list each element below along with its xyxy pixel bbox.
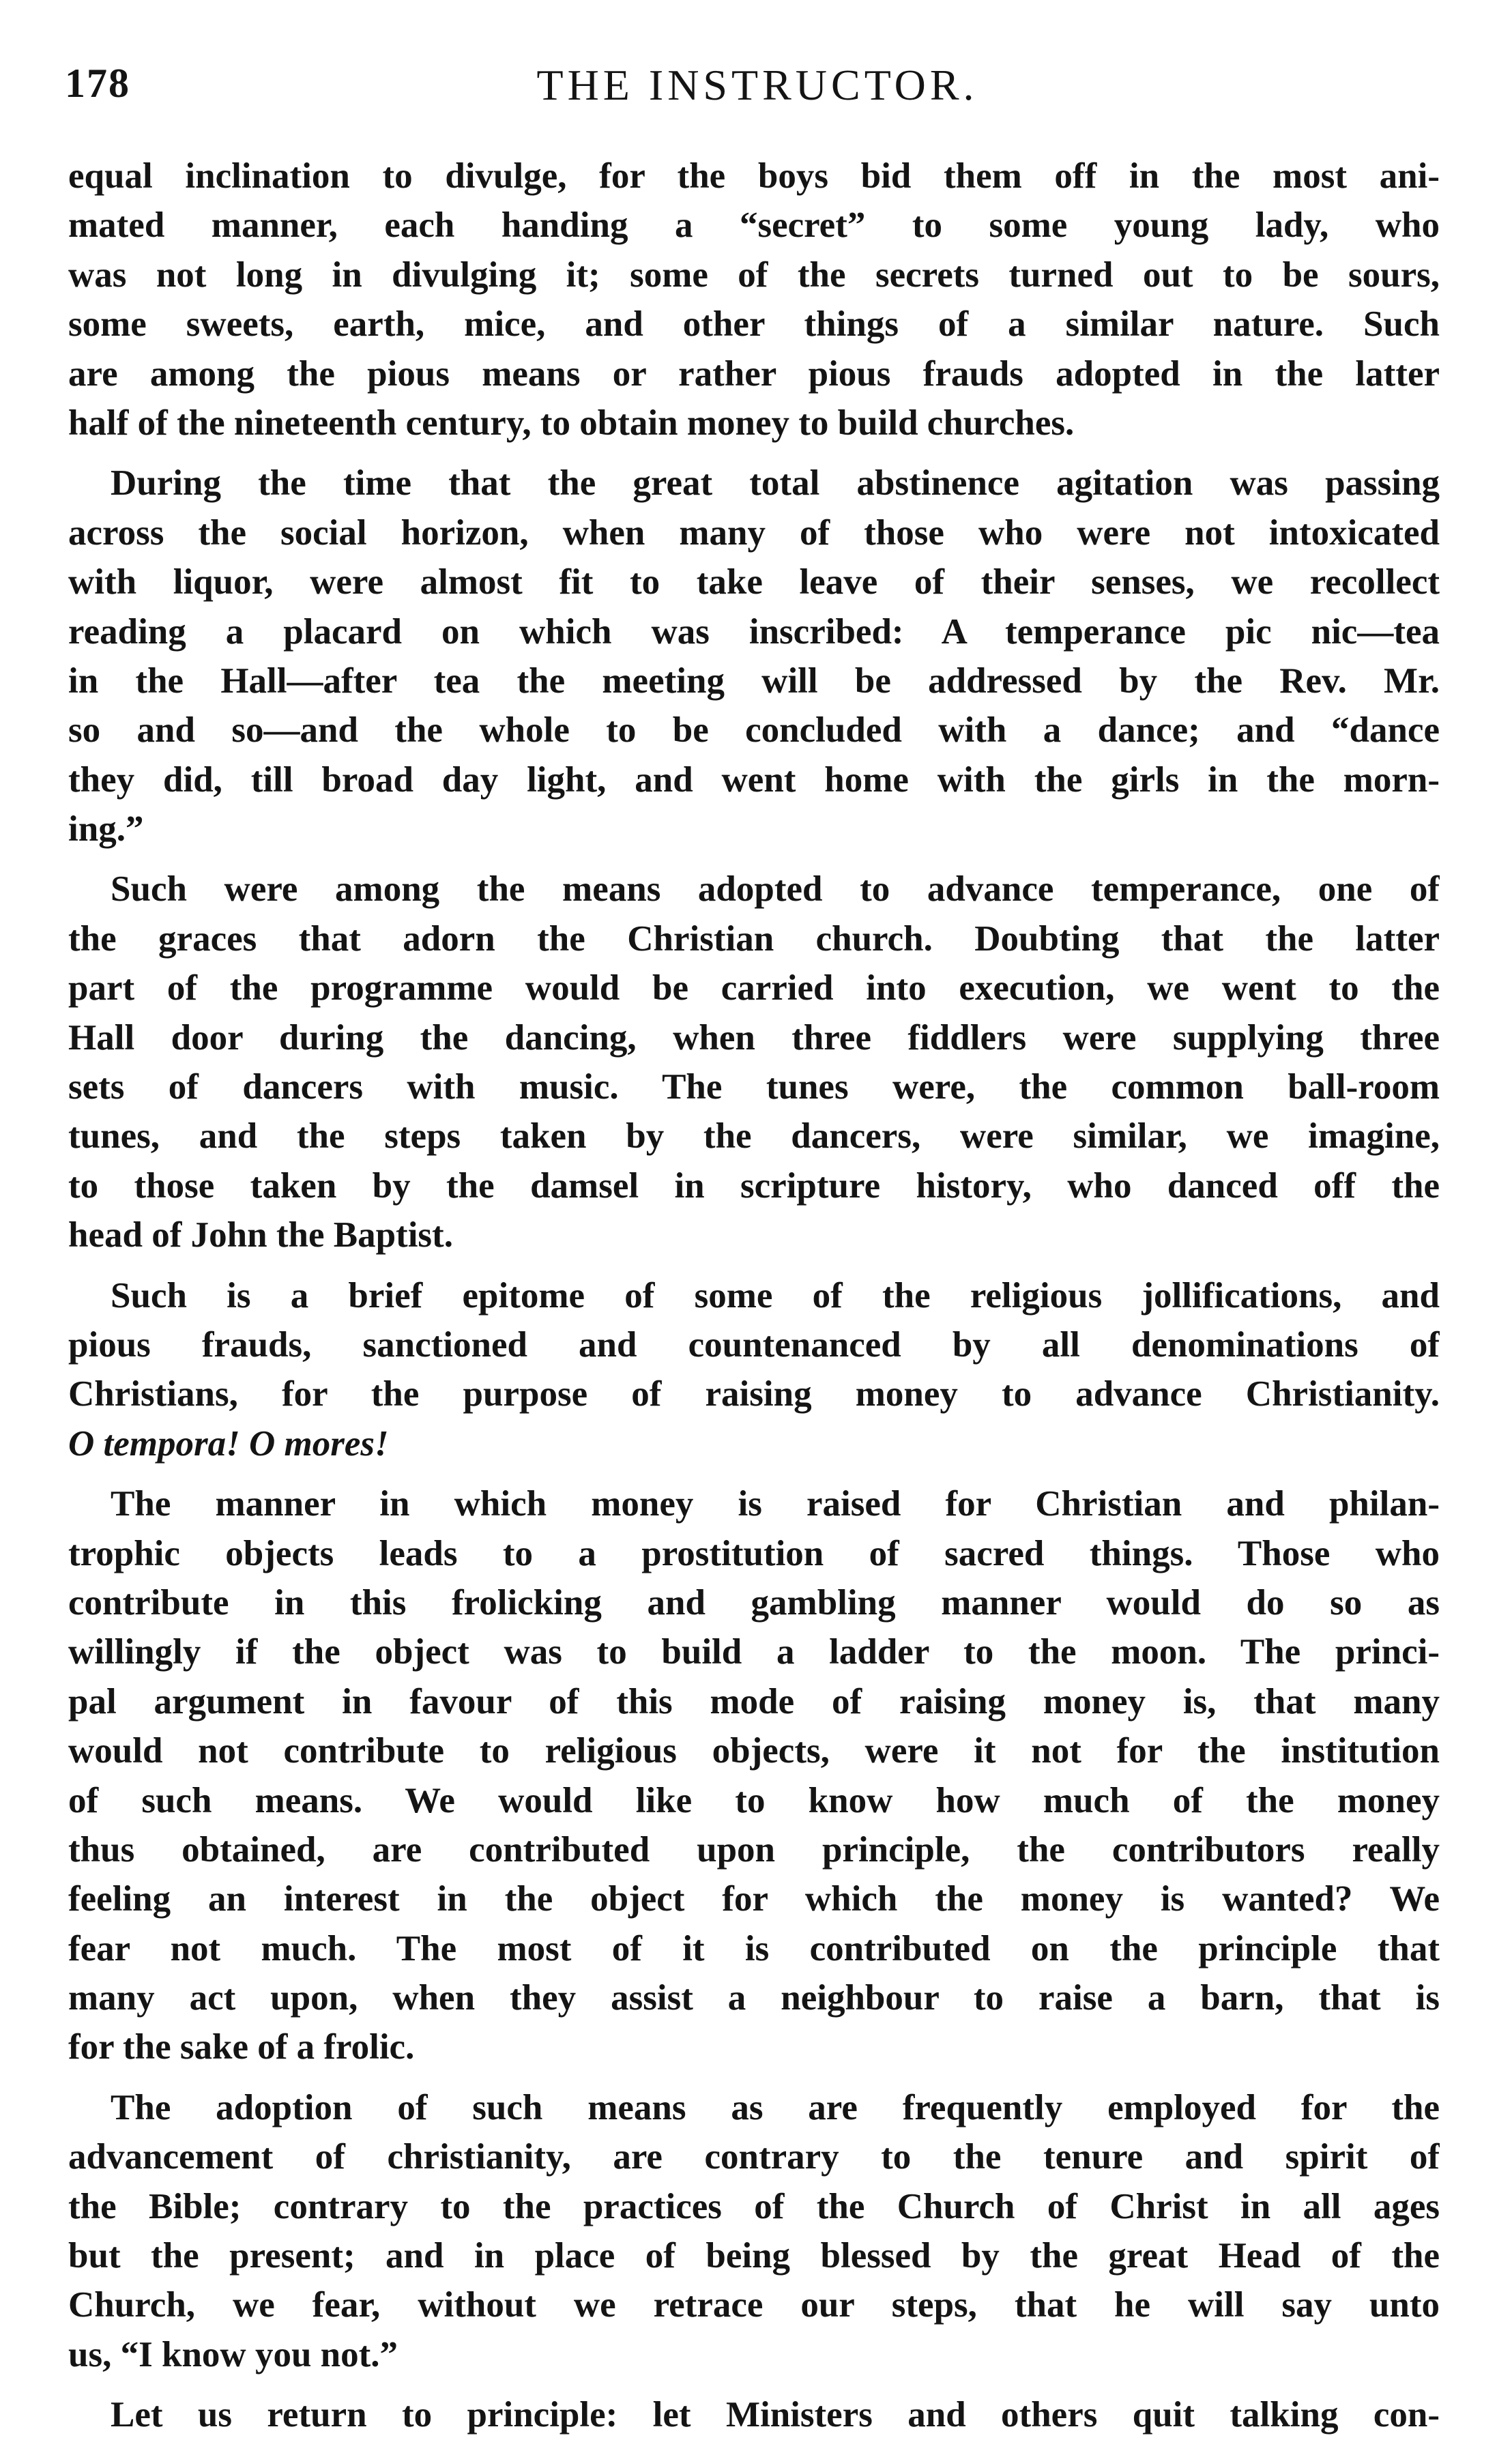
text-line: ing.” — [68, 809, 144, 849]
paragraph — [68, 2390, 1440, 2439]
paragraph — [68, 1479, 1440, 2072]
body-text — [68, 151, 1440, 2440]
text-line: Such is a brief epitome of some of the religious jollifications, and — [111, 1275, 1440, 1316]
text-line: half of the nineteenth century, to obtain money to build churches. — [68, 403, 1075, 443]
text-line: head of John the Baptist. — [68, 1215, 453, 1255]
text-line: of such means. We would like to know how much of the money — [68, 1780, 1440, 1820]
text-line: tunes, and the steps taken by the dancers, were similar, we imagine, — [68, 1116, 1440, 1157]
text-line: to those taken by the damsel in scripture history, who danced off the — [68, 1165, 1440, 1206]
paragraph-gap — [68, 2072, 1440, 2083]
text-line: would not contribute to religious objects, were it not for the institution — [68, 1731, 1440, 1771]
page-header — [65, 60, 1450, 135]
paragraph — [68, 151, 1440, 448]
text-line: across the social horizon, when many of those who were not intoxicated — [68, 512, 1440, 553]
text-line: some sweets, earth, mice, and other things of a similar nature. Such — [68, 304, 1440, 345]
text-line: trophic objects leads to a prostitution of sacred things. Those who — [68, 1533, 1440, 1573]
text-line: contribute in this frolicking and gambling manner would do so as — [68, 1582, 1440, 1623]
paragraph-gap — [68, 2379, 1440, 2390]
text-line: advancement of christianity, are contrary to the tenure and spirit of — [68, 2137, 1440, 2177]
text-line: equal inclination to divulge, for the boys bid them off in the most ani- — [68, 156, 1440, 196]
text-line: in the Hall—after tea the meeting will be addressed by the Rev. Mr. — [68, 660, 1440, 701]
paragraph-gap — [68, 1260, 1440, 1271]
text-line: sets of dancers with music. The tunes were, the common ball-room — [68, 1067, 1440, 1107]
text-line: reading a placard on which was inscribed: A temperance pic nic—tea — [68, 611, 1440, 652]
text-line: Church, we fear, without we retrace our steps, that he will say unto — [68, 2285, 1440, 2325]
text-line: willingly if the object was to build a ladder to the moon. The princi- — [68, 1632, 1440, 1672]
text-line: fear not much. The most of it is contributed on the principle that — [68, 1928, 1440, 1969]
text-line: Christians, for the purpose of raising money to advance Christianity. — [68, 1374, 1440, 1414]
text-line: with liquor, were almost fit to take leave of their senses, we recollect — [68, 562, 1440, 602]
text-line: for the sake of a frolic. — [68, 2027, 415, 2067]
running-title: THE INSTRUCTOR. — [536, 61, 978, 109]
text-line: us, “I know you not.” — [68, 2334, 398, 2374]
paragraph — [68, 459, 1440, 854]
text-line: so and so—and the whole to be concluded with a dance; and “dance — [68, 710, 1440, 751]
paragraph — [68, 2083, 1440, 2379]
paragraph — [68, 865, 1440, 1260]
paragraph — [68, 1271, 1440, 1469]
text-line: Such were among the means adopted to advance temperance, one of — [111, 869, 1440, 910]
text-line: The adoption of such means as are frequently employed for the — [111, 2087, 1440, 2127]
text-line: O tempora! O mores! — [68, 1423, 389, 1464]
paragraph-gap — [68, 854, 1440, 865]
paragraph-gap — [68, 448, 1440, 459]
text-line: many act upon, when they assist a neighbour to raise a barn, that is — [68, 1978, 1440, 2018]
text-line: During the time that the great total abstinence agitation was passing — [111, 463, 1440, 504]
text-line: mated manner, each handing a “secret” to some young lady, who — [68, 205, 1440, 246]
text-line: was not long in divulging it; some of the secrets turned out to be sours, — [68, 255, 1440, 295]
text-line: Hall door during the dancing, when three fiddlers were supplying three — [68, 1017, 1440, 1058]
text-line: but the present; and in place of being blessed by the great Head of the — [68, 2236, 1440, 2276]
text-line: the graces that adorn the Christian church. Doubting that the latter — [68, 918, 1440, 959]
text-line: thus obtained, are contributed upon principle, the contributors really — [68, 1829, 1440, 1870]
text-line: feeling an interest in the object for which the money is wanted? We — [68, 1879, 1440, 1919]
paragraph-gap — [68, 1468, 1440, 1479]
text-line: part of the programme would be carried into execution, we went to the — [68, 968, 1440, 1008]
text-line: they did, till broad day light, and went home with the girls in the morn- — [68, 759, 1440, 800]
text-line: are among the pious means or rather pious frauds adopted in the latter — [68, 353, 1440, 394]
text-line: the Bible; contrary to the practices of the Church of Christ in all ages — [68, 2186, 1440, 2226]
page-number: 178 — [65, 61, 130, 106]
text-line: The manner in which money is raised for Christian and philan- — [111, 1484, 1440, 1524]
text-line: pal argument in favour of this mode of raising money is, that many — [68, 1681, 1440, 1722]
text-line: Let us return to principle: let Ministers and others quit talking con- — [111, 2395, 1440, 2435]
text-line: pious frauds, sanctioned and countenanced by all denominations of — [68, 1324, 1440, 1365]
